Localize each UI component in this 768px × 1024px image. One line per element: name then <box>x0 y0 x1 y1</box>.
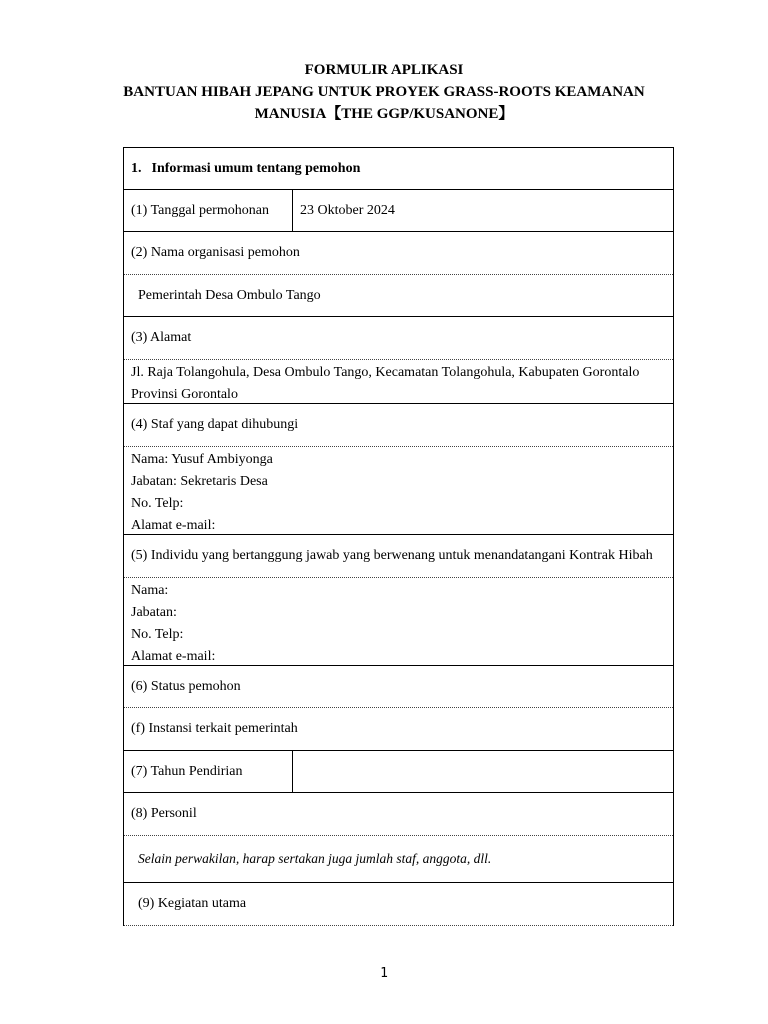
kegiatan-label: (9) Kegiatan utama <box>124 883 673 926</box>
tanggal-value[interactable]: 23 Oktober 2024 <box>300 202 395 218</box>
nama-org-value[interactable]: Pemerintah Desa Ombulo Tango <box>124 275 673 317</box>
nama-org-label: (2) Nama organisasi pemohon <box>124 232 673 275</box>
individu-details[interactable] <box>124 578 673 666</box>
tahun-value[interactable] <box>293 751 307 792</box>
individu-label: (5) Individu yang bertanggung jawab yang berwenang untuk menandatangani Kontrak Hibah <box>124 535 673 578</box>
staf-details[interactable] <box>124 447 673 535</box>
staf-telp: No. Telp: <box>131 496 184 511</box>
form-title: FORMULIR APLIKASI <box>304 62 464 78</box>
staf-label: (4) Staf yang dapat dihubungi <box>124 404 673 447</box>
individu-telp: No. Telp: <box>131 627 184 642</box>
section-number: 1. <box>131 160 142 176</box>
tanggal-row <box>124 190 673 232</box>
tanggal-label: (1) Tanggal permohonan <box>124 190 293 231</box>
tahun-label: (7) Tahun Pendirian <box>124 751 293 792</box>
individu-email: Alamat e-mail: <box>131 649 216 664</box>
individu-nama: Nama: <box>131 583 169 598</box>
tahun-row <box>124 751 673 793</box>
personil-label: (8) Personil <box>124 793 673 836</box>
section-1-header <box>124 148 673 190</box>
form-subtitle: BANTUAN HIBAH JEPANG UNTUK PROYEK GRASS-ROOTS KEAMANAN <box>123 84 645 100</box>
alamat-value[interactable]: Jl. Raja Tolangohula, Desa Ombulo Tango, Kecamatan Tolangohula, Kabupaten Gorontalo Provinsi Gorontalo <box>124 360 673 404</box>
individu-jabatan: Jabatan: <box>131 605 177 620</box>
staf-jabatan: Jabatan: Sekretaris Desa <box>131 474 268 489</box>
staf-nama: Nama: Yusuf Ambiyonga <box>131 452 273 467</box>
form-subtitle-2: MANUSIA【THE GGP/KUSANONE】 <box>254 106 514 122</box>
instansi-label[interactable]: (f) Instansi terkait pemerintah <box>124 708 673 751</box>
page-number: 1 <box>380 966 388 981</box>
staf-email: Alamat e-mail: <box>131 518 216 533</box>
personil-note[interactable]: Selain perwakilan, harap sertakan juga jumlah staf, anggota, dll. <box>124 836 673 883</box>
application-form-table <box>123 147 674 926</box>
alamat-label: (3) Alamat <box>124 317 673 360</box>
status-label: (6) Status pemohon <box>124 666 673 708</box>
section-title: Informasi umum tentang pemohon <box>151 160 361 176</box>
